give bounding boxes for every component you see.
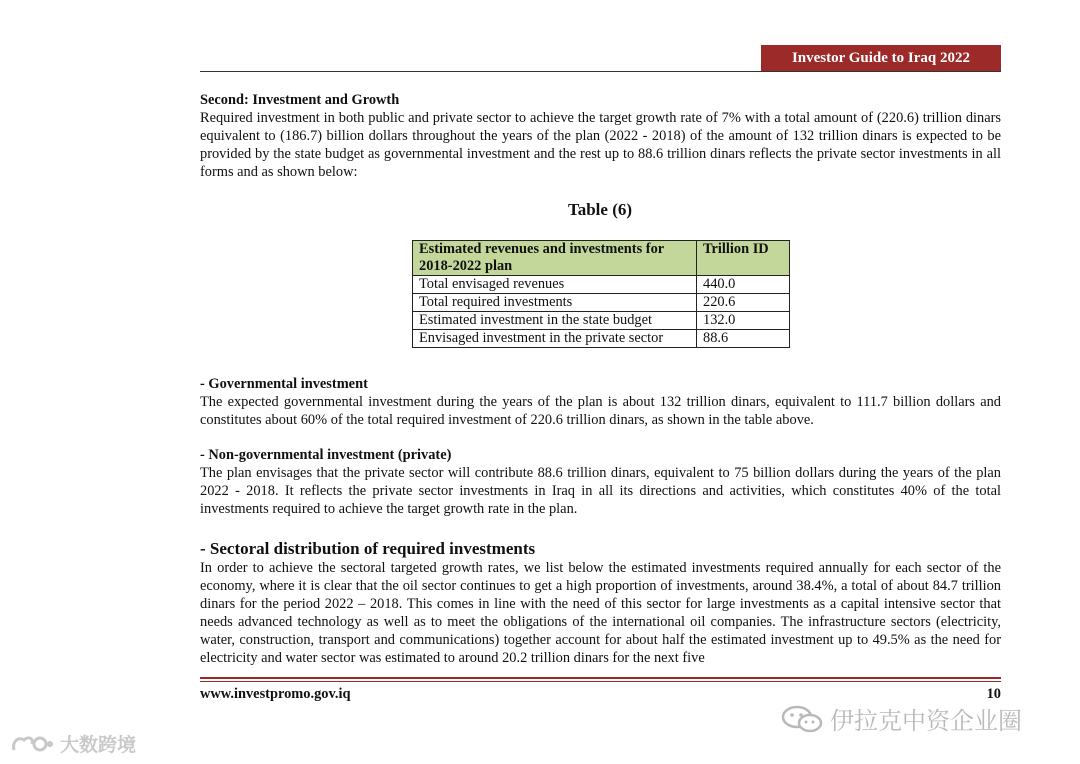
table-cell: Total envisaged revenues [413, 276, 697, 294]
table-cell: 220.6 [697, 294, 790, 312]
header-title: Investor Guide to Iraq 2022 [791, 50, 971, 66]
section-paragraph: The plan envisages that the private sector will contribute 88.6 trillion dinars, equivalent to 75 billion dollars during the years of the plan 2022 - 2018. It reflects the private sector investments in Iraq in all its directions and activities, which constitutes 40% of the total investments required to achieve the target growth rate in the plan. [200, 465, 1001, 517]
section-investment-growth [200, 91, 1001, 181]
page-number: 10 [986, 686, 1001, 702]
table-cell: 132.0 [697, 312, 790, 330]
header-divider [200, 71, 1001, 72]
table-row [413, 294, 790, 312]
footer-website: www.investpromo.gov.iq [200, 686, 351, 702]
watermark-left [10, 730, 136, 757]
section-governmental-investment [200, 375, 1001, 429]
table-header-cell: Trillion ID [697, 241, 790, 276]
table-cell: 440.0 [697, 276, 790, 294]
table-cell: Total required investments [413, 294, 697, 312]
section-paragraph: Required investment in both public and private sector to achieve the target growth rate of 7% with a total amount of (220.6) trillion dinars equivalent to (186.7) billion dollars throughout the years of the plan (2022 - 2018) of the amount of 132 trillion dinars is expected to be provided by the state budget as governmental investment and the rest up to 88.6 trillion dinars reflects the private sector investments in all forms and as shown below: [200, 110, 1001, 180]
table-cell: Envisaged investment in the private sector [413, 330, 697, 348]
table-header-row [413, 241, 790, 276]
watermark-right-text: 伊拉克中资企业圈 [830, 707, 1022, 735]
revenues-investments-table [412, 240, 790, 348]
footer-divider [200, 677, 1001, 679]
footer-divider-thin [200, 681, 1001, 682]
section-paragraph: The expected governmental investment during the years of the plan is about 132 trillion dinars, equivalent to 111.7 billion dollars and constitutes about 60% of the total required investment of 220.6 trillion dinars, as shown in the table above. [200, 394, 1001, 428]
section-heading: - Non-governmental investment (private) [200, 447, 452, 463]
section-heading: Second: Investment and Growth [200, 92, 400, 108]
wechat-icon [780, 704, 824, 734]
section-heading: - Governmental investment [200, 376, 368, 392]
table-row [413, 312, 790, 330]
table-cell: Estimated investment in the state budget [413, 312, 697, 330]
section-sectoral-distribution [200, 539, 1001, 667]
table-cell: 88.6 [697, 330, 790, 348]
section-paragraph: In order to achieve the sectoral targeted growth rates, we list below the estimated investments required annually for each sector of the economy, where it is clear that the oil sector continues to get a high proportion of investments, around 38.4%, a total of about 84.7 trillion dinars for the period 2022 – 2018. This comes in line with the need of this sector for large investments as a capital intensive sector that needs advanced technology as well as to meet the obligations of the international oil companies. The infrastructure sectors (electricity, water, construction, transport and communications) together account for about half the estimated investment up to 49.5% as the need for electricity and water sector was estimated to around 20.2 trillion dinars for the next five [200, 560, 1001, 666]
watermark-right [780, 701, 1022, 736]
table-header-cell: Estimated revenues and investments for 2018-2022 plan [413, 241, 697, 276]
table-row [413, 276, 790, 294]
table-title: Table (6) [567, 200, 633, 219]
header-title-badge [761, 45, 1001, 72]
section-private-investment [200, 446, 1001, 518]
section-heading: - Sectoral distribution of required investments [200, 539, 536, 558]
brand-logo-icon [10, 732, 54, 756]
watermark-left-text: 大数跨境 [60, 734, 137, 756]
table-row [413, 330, 790, 348]
